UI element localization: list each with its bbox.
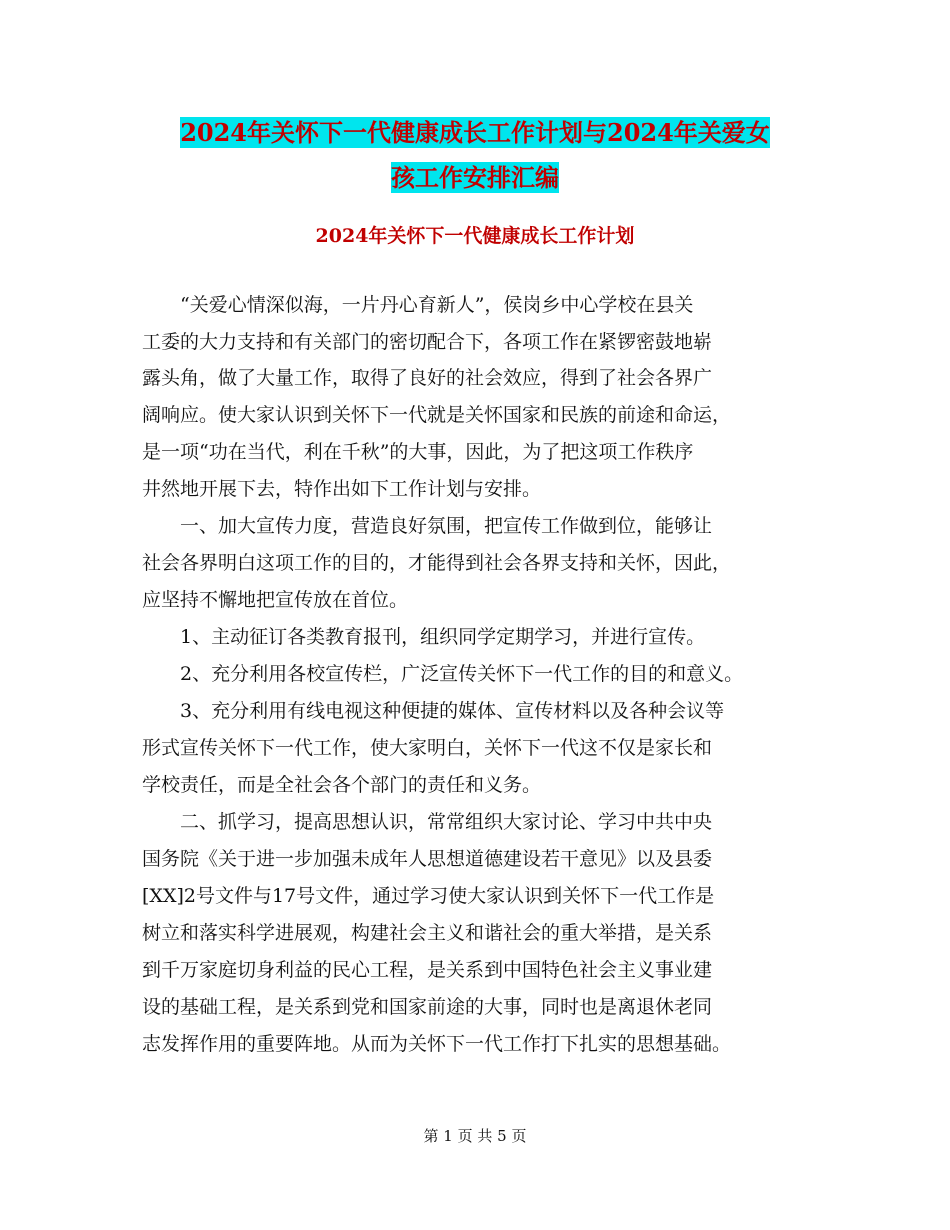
body-line: 2、充分利用各校宣传栏，广泛宣传关怀下一代工作的目的和意义。	[180, 663, 744, 685]
body-line: 树立和落实科学进展观，构建社会主义和谐社会的重大举措，是关系	[142, 922, 713, 944]
body-line: 阔响应。使大家认识到关怀下一代就是关怀国家和民族的前途和命运，	[142, 404, 732, 426]
body-line: 形式宣传关怀下一代工作，使大家明白，关怀下一代这不仅是家长和	[142, 737, 713, 759]
body-line: 设的基础工程，是关系到党和国家前途的大事，同时也是离退休老同	[142, 996, 713, 1018]
body-line: 一、加大宣传力度，营造良好氛围，把宣传工作做到位，能够让	[180, 515, 713, 537]
body-line: 国务院《关于进一步加强未成年人思想道德建设若干意见》以及县委	[142, 848, 713, 870]
document-title-line-2	[0, 158, 950, 198]
body-line: 是一项“功在当代，利在千秋”的大事，因此，为了把这项工作秩序	[142, 441, 694, 463]
body-line: 二、抓学习，提高思想认识，常常组织大家讨论、学习中共中央	[180, 811, 713, 833]
body-line: 社会各界明白这项工作的目的，才能得到社会各界支持和关怀，因此，	[142, 552, 732, 574]
body-line: 露头角，做了大量工作，取得了良好的社会效应，得到了社会各界广	[142, 367, 713, 389]
body-line: 1、主动征订各类教育报刊，组织同学定期学习，并进行宣传。	[180, 626, 706, 648]
body-line: 井然地开展下去，特作出如下工作计划与安排。	[142, 478, 542, 500]
body-line: 应坚持不懈地把宣传放在首位。	[142, 589, 409, 611]
document-title-text-2: 孩工作安排汇编	[391, 163, 559, 192]
body-line: 志发挥作用的重要阵地。从而为关怀下一代工作打下扎实的思想基础。	[142, 1033, 732, 1055]
document-title-text-1: 2024年关怀下一代健康成长工作计划与2024年关爱女	[180, 118, 770, 147]
body-line: [XX]2号文件与17号文件，通过学习使大家认识到关怀下一代工作是	[142, 885, 715, 907]
body-line: 学校责任，而是全社会各个部门的责任和义务。	[142, 774, 542, 796]
section-title: 2024年关怀下一代健康成长工作计划	[315, 225, 635, 247]
page-footer: 第 1 页 共 5 页	[423, 1127, 527, 1145]
body-line: 工委的大力支持和有关部门的密切配合下，各项工作在紧锣密鼓地崭	[142, 331, 713, 353]
body-line: 3、充分利用有线电视这种便捷的媒体、宣传材料以及各种会议等	[180, 700, 725, 722]
document-title-line-1	[0, 113, 950, 153]
body-line: 到千万家庭切身利益的民心工程，是关系到中国特色社会主义事业建	[142, 959, 713, 981]
body-line: “关爱心情深似海，一片丹心育新人”，侯岗乡中心学校在县关	[180, 294, 694, 316]
